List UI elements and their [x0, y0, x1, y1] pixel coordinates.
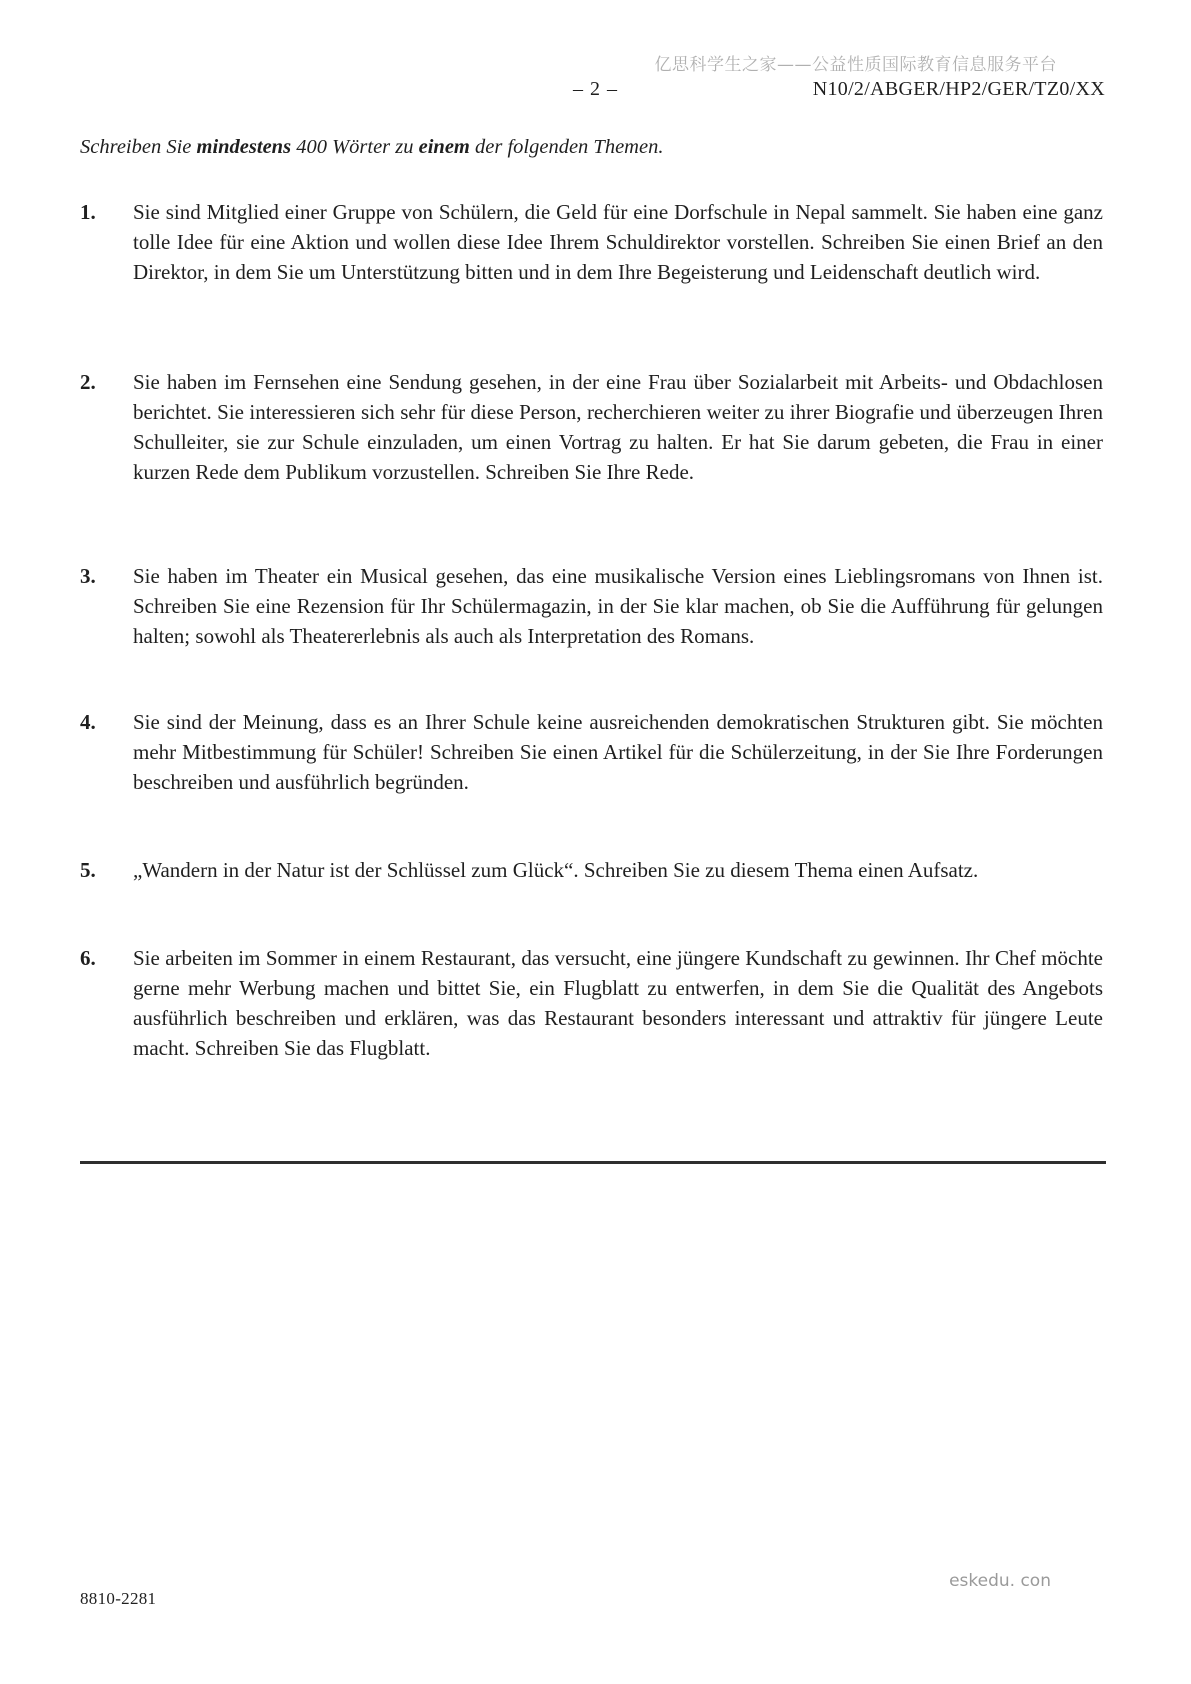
instruction-bold-einem: einem: [418, 136, 470, 158]
question-number: 1.: [80, 200, 96, 224]
instruction-segment: 400 Wörter zu: [291, 136, 419, 158]
instruction-bold-mindestens: mindestens: [196, 136, 292, 158]
question-number: 3.: [80, 564, 96, 588]
question-text: Sie sind der Meinung, dass es an Ihrer Schule keine ausreichenden demokratischen Strukturen gibt. Sie möchten mehr Mitbestimmung für Schüler! Schreiben Sie einen Artikel für die Schülerzeitung, in der Sie Ihre Forderungen beschreiben und ausführlich begründen.: [133, 710, 1103, 794]
instruction-line: [80, 136, 663, 159]
question-number: 4.: [80, 710, 96, 734]
question-text: Sie haben im Theater ein Musical gesehen, das eine musikalische Version eines Lieblingsromans von Ihnen ist. Schreiben Sie eine Rezension für Ihr Schülermagazin, in der Sie klar machen, ob Sie die Aufführung für gelungen halten; sowohl als Theatererlebnis als auch als Interpretation des Romans.: [133, 564, 1103, 648]
question-text: „Wandern in der Natur ist der Schlüssel zum Glück“. Schreiben Sie zu diesem Thema einen Aufsatz.: [133, 858, 979, 882]
question-text: Sie arbeiten im Sommer in einem Restaurant, das versucht, eine jüngere Kundschaft zu gewinnen. Ihr Chef möchte gerne mehr Werbung machen und bittet Sie, ein Flugblatt zu entwerfen, in dem Sie die Qualität des Angebots ausführlich beschreiben und erklären, was das Restaurant besonders interessant und attraktiv für jüngere Leute macht. Schreiben Sie das Flugblatt.: [133, 946, 1103, 1060]
question-item-4: [80, 707, 1103, 797]
question-number: 6.: [80, 946, 96, 970]
question-item-3: [80, 561, 1103, 651]
question-number: 5.: [80, 858, 96, 882]
question-item-6: [80, 943, 1103, 1063]
question-item-5: [80, 855, 1103, 885]
question-text: Sie haben im Fernsehen eine Sendung gesehen, in der eine Frau über Sozialarbeit mit Arbeits- und Obdachlosen berichtet. Sie interessieren sich sehr für diese Person, recherchieren weiter zu ihrer Biografie und überzeugen Ihren Schulleiter, sie zur Schule einzuladen, um einen Vortrag zu halten. Er hat Sie darum gebeten, die Frau in einer kurzen Rede dem Publikum vorzustellen. Schreiben Sie Ihre Rede.: [133, 370, 1103, 484]
page-number: – 2 –: [573, 78, 618, 100]
instruction-segment: der folgenden Themen.: [469, 136, 664, 158]
footer-reference-code: 8810-2281: [80, 1589, 157, 1608]
paper-code: N10/2/ABGER/HP2/GER/TZ0/XX: [812, 78, 1105, 100]
question-number: 2.: [80, 370, 96, 394]
footer-divider-rule: [80, 1161, 1106, 1164]
instruction-segment: Schreiben Sie: [80, 136, 197, 158]
question-item-2: [80, 367, 1103, 487]
question-text: Sie sind Mitglied einer Gruppe von Schülern, die Geld für eine Dorfschule in Nepal sammelt. Sie haben eine ganz tolle Idee für eine Aktion und wollen diese Idee Ihrem Schuldirektor vorstellen. Schreiben Sie einen Brief an den Direktor, in dem Sie um Unterstützung bitten und in dem Ihre Begeisterung und Leidenschaft deutlich wird.: [133, 200, 1103, 284]
header-watermark-chinese: 亿思科学生之家——公益性质国际教育信息服务平台: [654, 55, 1057, 75]
footer-watermark: eskedu. con: [949, 1571, 1051, 1591]
question-item-1: [80, 197, 1103, 287]
